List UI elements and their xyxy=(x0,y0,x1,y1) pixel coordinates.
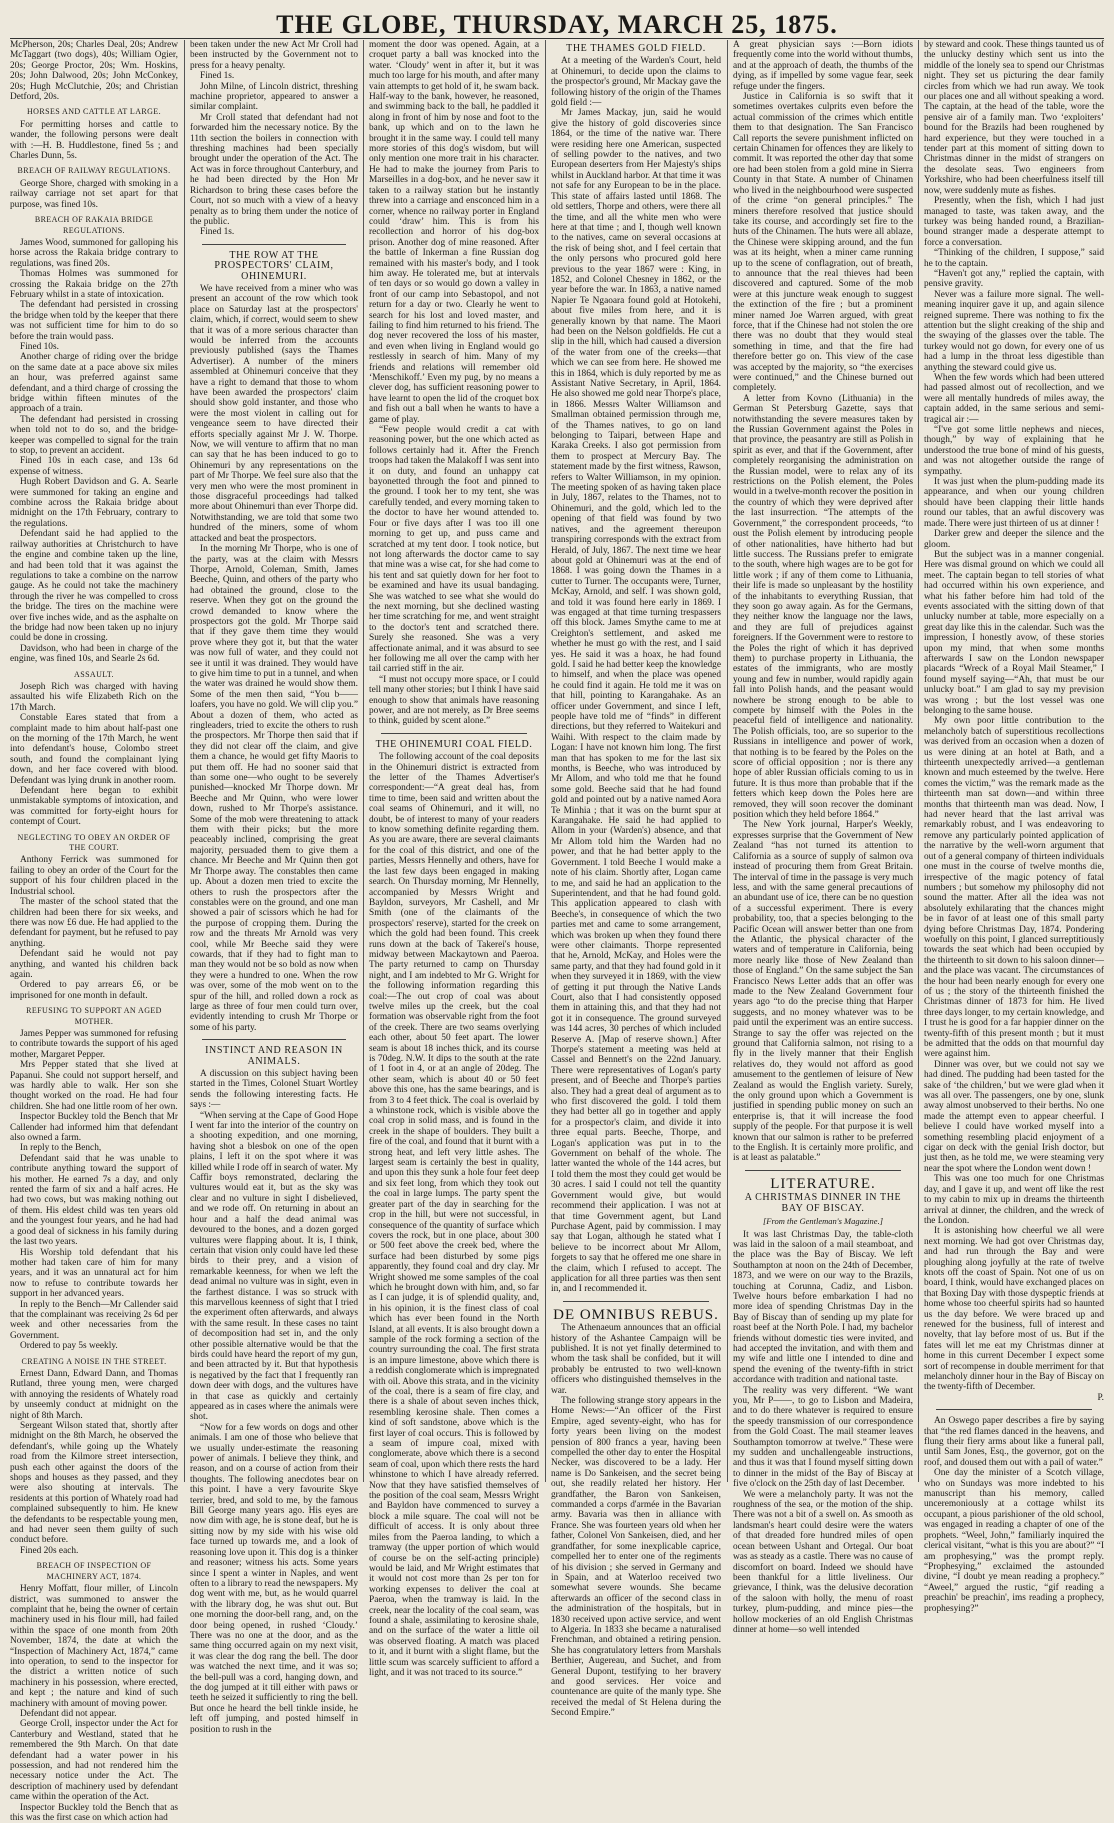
department-heading: LITERATURE. xyxy=(770,1175,876,1192)
paragraph: A great physician says :—Born idiots frequently come into the world without thumbs, and at the approach of death, the thumbs of the dying, as if impelled by some vague fear, seek refuge under the fingers. xyxy=(733,40,913,92)
paragraph: Another charge of riding over the bridge on the same date at a pace above six miles an hour, was preferred against same defendant, and a third charge of crossing the bridge within fifteen minutes of the approach of a train. xyxy=(10,352,178,415)
article-divider xyxy=(563,1301,709,1302)
paragraph: James Wood, summoned for galloping his horse across the Rakaia bridge contrary to regulations, was fined 20s. xyxy=(10,237,178,269)
paragraph: McPherson, 20s; Charles Deal, 20s; Andrew McTaggart (two dogs), 40s; William Ogier, 20s; George Proctor, 20s; Wm. Hoskins, 20s; John Dalwood, 20s; John McConkey, 20s; Hugh McClutchie, 20s; and Christian Detford, 20s. xyxy=(10,40,178,103)
paragraph: “Few people would credit a cat with reasoning power, but the one which acted as follows certainly had it. After the French troops had taken the Malakoff I was sent into it on duty, and found an unhappy cat bayonetted through the foot and pinned to the ground. I took her to my tent, she was carefully tended, and every morning taken to the doctor to have her wound attended to. Four or five days after I was too ill one morning to get up, and puss came and scratched at my tent door. I took notice, but not long afterwards the doctor came to say that mine was a wise cat, for she had come to his tent and sat quietly down for her foot to be examined and have its usual bandaging. She was watched to see what she would do the next morning, but she declined wasting her time scratching for me, and went straight to the doctor's tent and scratched there. Surely she reasoned. She was a very affectionate animal, and it was absurd to see her following me all over the camp with her tail carried stiff in the air. xyxy=(369,425,539,675)
paragraph: Mr James Mackay, jun, said he would give the history of gold discoveries since 1864, or the time of the native war. There were residing here one American, suspected of selling powder to the natives, and two European deserters from Her Majesty's ships whilst in Auckland harbor. At that time it was not safe for any European to be in the place. This state of affairs lasted until 1868. The old settlers, Thorpe and others, were there all the time, and all the white men who were here at that time ; and I, though well known to the natives, came on several occasions at the risk of being shot, and I feel certain that the only persons who procured gold here previous to the year 1867 were : King, in 1852, and Colonel Chesney in 1862, or the year before the war. In 1863, a native named Napier Te Ngaoara found gold at Hotokehi, about five miles from here, and it is generally known by that name. The Maori had been on the Nelson goldfields. He cut a slip in the hill, which had caused a diversion of the water from one of the creeks—that which we can see from here. He showed me this in 1864, which is duly reported by me as Assistant Native Secretary, in April, 1864. He also showed me gold near Thorpe's place, in 1866. Messrs Walter Williamson and Smallman obtained permission through me, of the Thames natives, to go on land belonging to Taipari, between Hape and Karaka Creeks. I also got permission from them to prospect at Mercury Bay. The statement made by the first witness, Rawson, refers to Walter Williamson, in my opinion. The meeting spoken of as having taken place in July, 1867, relates to the Thames, not to Ohinemuri, and the gold, which led to the opening of that field was found by two natives, and the agreement thereupon transpiring corresponds with the extract from Herald, of July, 1867. The next time we hear about gold at Ohinemuri was at the end of 1868. I was going down the Thames in a cutter to Turner. The occupants were, Turner, McKay, Arnold, and self. I was shown gold, and told it was found here early in 1869. I was engaged at that time turning trespassers off this block. James Smythe came to me at Creighton's settlement, and asked me whether he must go with the rest, and I said yes. He said it was a hoax, he had found gold. I said he had better keep the knowledge to himself, and when the place was opened he could find it again. He told me it was on that hill, pointing to Karangahake. As an officer under Government, and since I left, people have told me of “finds” in different directions, but they referred to Waitekuri and Waihi. With respect to the claim made by Logan: I have not known him long. The first man that has spoken to me for the last six months, is Beeche, who was introduced by Mr Allom, and who told me that he found some gold. Beeche said that he had found gold and pointed out by a native named Aora Te Minhia ; that it was on the burnt spur at Karangahake. He said he had applied to Allom in your (Warden's) absence, and that Mr Allom told him the Warden had no power, and that he had better apply to the Government. I told Beeche I would make a note of his claim. Shortly after, Logan came to me, and said he had an application to the Superintendent, and that he had found gold. This application appeared to clash with Beeche's, in consequence of which the two parties met and came to some arrangement, which was broken up when they found there were other claimants. Thorpe represented that he, Arnold, McKay, and Holes were the same party, and that they had found gold in it when they surveyed it in 1869, with the view of getting it put through the Native Lands Court, also that I had consistently opposed them in attaining this, and that they had not got it in consequence. The ground surveyed was 144 acres, 30 perches of which included Reserve A. [Map of reserve shown.] After Thorpe's statement a meeting was held at Cassel and Bennett's on the 22nd January. There were representatives of Logan's party present, and of Beeche and Thorpe's parties also. They had a great deal of argument as to who first discovered the gold. I told them they had better all go in together and apply for a prospector's claim, and divide it into three equal parts. Beeche, Thorpe, and Logan's application was put in to the Government on behalf of the whole. The latter wanted the whole of the 144 acres, but I told them the most they could get would be 30 acres. I said I could not tell the quantity Government would give, but would recommend their application. I was not at that time Government agent, but Land Purchase Agent, paid by commission. I may say that Logan, although he stated what I believe to be incorrect about Mr Allom, forgets to say that he offered me one share in the claim, which I refused to accept. The application for all three parties was then sent in, and I recommended it. xyxy=(551,108,721,1295)
paragraph: Ordered to pay 5s weekly. xyxy=(20,1341,118,1352)
article-headline: A CHRISTMAS DINNER IN THE BAY OF BISCAY. xyxy=(744,1192,902,1214)
paragraph: Inspector Buckley told the Bench that as this was the first case on which action had xyxy=(10,1802,178,1823)
paragraph: George Croll, inspector under the Act for Canterbury and Westland, stated that he remembered the 9th March. On that date defendant had a water power in his possession, and had not rendered him the necessary notice under the Act. The description of machinery used by defendant came within the operation of the Act. xyxy=(10,1719,178,1803)
paragraph: The master of the school stated that the children had been there for six weeks, and there was now £6 due. He had applied to the defendant for payment, but he refused to pay anything. xyxy=(10,897,178,949)
paragraph: moment the door was opened. Again, at a croquet party a ball was knocked into the water. ‘Cloudy’ went in after it, but it was much too large for his mouth, and after many vain attempts to get hold of it, he swam back. Half-way to the bank, however, he reasoned, and swimming back to the ball, he paddled it along in front of him by nose and foot to the bank, up which and on to the lawn he brought it in the same way. I could tell many more stories of this dog's wisdom, but will only mention one more trait in his character. He had to make the journey from Paris to Marseilles in a dog-box, and he never saw it taken to a railway station but he instantly threw into a carriage and ensconced him in a corner, whence no railway porter in England could ‘draw’ him. This is from his recollection and horror of his dog-box prison. Another dog of mine reasoned. After the battle of Inkerman a fine Russian dog remained with his master's body, and I took him away. He tolerated me, but at intervals of ten days or so would go down a valley in front of our camp into Sebastopol, and not return for a day or two. Clearly he went to search for his lost and loved master, and failing to find him returned to his friend. The dog never recovered the loss of his master, and even when living in England would go restlessly in search of him. Many of my friends and relations will remember old ‘Menschikoff.’ Even my pug, by no means a clever dog, has sufficient reasoning power to have learnt to open the lid of the croquet box and fish out a ball when he wants to have a game of play. xyxy=(369,40,539,425)
section-heading: BREACH OF INSPECTION OF MACHINERY ACT, 1874. xyxy=(36,1561,152,1581)
column-2 xyxy=(190,40,358,1735)
paragraph: Fined 20s each. xyxy=(20,1545,79,1556)
paragraph: “Now for a few words on dogs and other animals. I am one of those who believe that we usually under-estimate the reasoning power of animals. I believe they think, and reason, and on a course of action from their thoughts. The following anecdotes bear on this point. I have a very favourite Skye terrier, bred, and sold to me, by the famous Bill George many years ago. His eyes are now dim with age, he is stone deaf, but he is sitting now by my side with his wise old face turned up towards me, and a look of reasoning love upon it. This dog is a thinker and reasoner; witness his acts. Some years since I spent a winter in Naples, and went often to a library to read the newspapers. My dog went with me, but, as he would quarrel with the library dog, he was shut out. But one morning the door-bell rang, and, on the door being opened, in rushed ‘Cloudy.’ There was no one at the door, and as the same thing occurred again on my next visit, it was clear the dog rang the bell. The door was watched the next time, and it was so; the bell-pull was a cord, hanging down, and the dog jumped at it till either with paws or teeth he seized it sufficiently to ring the bell. But once he heard the bell tinkle inside, he left off jumping, and posted himself in position to rush in the xyxy=(190,1422,358,1735)
section-heading: BREACH OF RAKAIA BRIDGE REGULATIONS. xyxy=(34,215,154,235)
paragraph: This was one too much for one Christmas day, and I gave it up, and went off like the rest to my cabin to mix up in dreams the thirteenth arrival at dinner, the children, and the wreck of the London. xyxy=(924,1174,1104,1226)
paragraph: Darker grew and deeper the silence and the gloom. xyxy=(924,529,1104,550)
paragraph: One day the minister of a Scotch village, who on Sundays was more indebted to his manuscript than his memory, called unceremoniously at a cottage whilst its occupant, a pious parishioner of the old school, was engaged in reading a chapter of one of the prophets. “Weel, John,” familiarly inquired the clerical visitant, “what is this you are about?” “I am prophesying,” was the prompt reply. “Prophesying,” exclaimed the astounded divine, “I doubt ye mean reading a prophecy.” “Aweel,” argued the rustic, “gif reading a preachin' be preachin', ims reading a prophecy, prophesying?” xyxy=(924,1468,1104,1614)
article-divider xyxy=(745,1170,901,1171)
paragraph: Joseph Rich was charged with having assaulted his wife Elizabeth Rich on the 17th March. xyxy=(10,681,178,713)
paragraph: In reply to the Bench—Mr Callender said that the complainant was receiving 2s 6d per week and other necessaries from the Government. xyxy=(10,1299,178,1341)
article-divider xyxy=(202,244,346,245)
paragraph: Anthony Ferrick was summoned for failing to obey an order of the Court for the support of his four children placed in the Industrial school. xyxy=(10,855,178,897)
paragraph: “I've got some little nephews and nieces, though,” by way of explaining that he understood the true bone of mind of his guests, and was not altogether outside the range of sympathy. xyxy=(924,425,1104,477)
column-5 xyxy=(733,40,913,1635)
article-headline: INSTINCT AND REASON IN ANIMALS. xyxy=(205,1045,343,1067)
paragraph: The defendant had persisted in crossing when told not to do so, and the bridge-keeper was compelled to signal for the train to stop, to prevent an accident. xyxy=(10,414,178,457)
article-headline: THE THAMES GOLD FIELD. xyxy=(566,43,706,54)
paragraph: But the subject was in a manner congenial. Here was dismal ground on which we could all meet. The captain began to tell stories of what had occurred within his own experience, and what his father before him had told of the events associated with the sitting down of that unlucky number at table, more especially on a great day like this in the calendar. Such was the impression, I honestly avow, of these stories upon my mind, that when some months afterwards I saw on the London newspaper placards “Wreck of a Royal Mail Steamer,” I found myself saying—“Ah, that must be our unlucky boat.” I am glad to say my prevision was wrong ; but the lost vessel was one belonging to the same house. xyxy=(924,549,1104,716)
paragraph: At a meeting of the Warden's Court, held at Ohinemuri, to decide upon the claims to the prospector's ground, Mr Mackay gave the following history of the origin of the Thames gold field :— xyxy=(551,56,721,109)
paragraph: The reality was very different. “We want you, Mr P——, to go to Lisbon and Madeira, and to do there whatever is required to ensure the speedy transmission of our correspondence from the Gold Coast. The mail steamer leaves Southampton tomorrow at twelve.” These were my sudden and unchallengeable instructions, and thus it was that I found myself sitting down to dinner in the midst of the Bay of Biscay at five o'clock on the 25th day of last December. xyxy=(733,1385,913,1490)
paragraph: The defendant had persisted in crossing the bridge when told by the keeper that there was not sufficient time for him to do so before the train would pass. xyxy=(10,300,178,342)
paragraph: Mr Croll stated that defendant had not forwarded him the necessary notice. By the 11th section the boilers in connection with threshing machines had been specially brought under the operation of the Act. The Act was in force throughout Canterbury, and he had been directed by the Hon Mr Richardson to bring these cases before the Court, not so much with a view of a heavy penalty as to bring them under the notice of the public. xyxy=(190,112,358,227)
paragraph: Defendant said that he was unable to contribute anything toward the support of his mother. He earned 7s a day, and only rented the farm of six and a half acres. He had two cows, but was making nothing out of them. His eldest child was ten years old and the youngest four years, and he had had a good deal of sickness in his family during the last two years. xyxy=(10,1153,178,1248)
paragraph: Ordered to pay arrears £6, or be imprisoned for one month in default. xyxy=(10,980,178,1001)
paragraph: His Worship told defendant that his mother had taken care of him for many years, and it was an unnatural act for him now to refuse to contribute towards her support in her advanced years. xyxy=(10,1247,178,1300)
paragraph: Defendant here began to exhibit unmistakable symptoms of intoxication, and was committed for forty-eight hours for contempt of Court. xyxy=(10,786,178,828)
paragraph: Mrs Pepper stated that she lived at Papanui. She could not support herself, and was hardly able to walk. Her son she thought worked on the road. He had four children. She had one little room of her own. xyxy=(10,1060,178,1112)
paragraph: Sergeant Wilson stated that, shortly after midnight on the 8th March, he observed the defendant's, while going up the Whately road from the Kilmore street intersection, push each other against the doors of the shops and houses as they passed, and they were also shouting at intervals. The residents at this portion of Whately road had complained subsequently to him. He knew the defendants to be respectable young men, and had never seen them guilty of such conduct before. xyxy=(10,1421,178,1546)
paragraph: Defendant did not appear. xyxy=(20,1708,117,1719)
paragraph: Defendant said he would not pay anything, and wanted his children back again. xyxy=(10,949,178,980)
section-heading: BREACH OF RAILWAY REGULATIONS. xyxy=(17,166,171,176)
column-1 xyxy=(10,40,178,1823)
column-divider xyxy=(363,40,364,1482)
paragraph: Thomas Holmes was summoned for crossing the Rakaia bridge on the 27th February whilst in a state of intoxication. xyxy=(10,269,178,300)
paragraph: been taken under the new Act Mr Croll had been instructed by the Government not to press for a heavy penalty. xyxy=(190,40,358,71)
paragraph: Constable Eares stated that from a complaint made to him about half-past one on the morning of the 17th March, he went into defendant's house, Colombo street south, and found the complainant lying down, and her face covered with blood. Defendant was lying drunk in another room. xyxy=(10,713,178,786)
article-headline: THE ROW AT THE PROSPECTORS' CLAIM, OHINEMURI. xyxy=(214,249,334,282)
paragraph: Never was a failure more signal. The well-meaning inquirer gave it up, and again silence reigned supreme. There was nothing to fix the attention but the slight creaking of the ship and the swaying of the glasses over the table. The turkey would not go down, for every one of us had a lump in the throat less digestible than anything the steward could give us. xyxy=(924,289,1104,373)
column-divider xyxy=(545,40,546,1482)
masthead-rule xyxy=(10,38,1104,39)
paragraph: The following strange story appears in the Home News:—“An officer of the First Empire, aged seventy-eight, who has for forty years been living on the modest pension of 800 francs a year, having been compelled the other day to enter the Hospital Necker, was discovered to be a lady. Her name is Do Sankeisen, and the secret being out, she readily related her history. Her grandfather, the Baron von Sankeisen, commanded a corps d'armée in the Bavarian army. Bavaria was then in alliance with France. She was fourteen years old when her father, Colonel Von Sankeisen, died, and her grandfather, for some inexplicable caprice, compelled her to enter one of the regiments of his division ; she served in Germany and in Spain, and at Waterloo received two somewhat severe wounds. She became afterwards an officer of the second class in the administration of the hospitals, but in 1830 received upon active service, and went to Algeria. In 1833 she became a naturalised Frenchman, and obtained a retiring pension. She has congratulatory letters from Marshals Berthier, Augereau, and Suchet, and from General Dupont, testifying to her bravery and good services. Her voice and countenance are quite of the manly type. She received the medal of St Helena during the Second Empire.” xyxy=(551,1396,721,1719)
paragraph: A discussion on this subject having been started in the Times, Colonel Stuart Wortley sends the following interesting facts. He says :— xyxy=(190,1069,358,1111)
paragraph: Dinner was over, but we could not say we had dined. The pudding had been tasted for the sake of ‘the children,’ but we were glad when it was all over. The passengers, one by one, slunk away almost unobserved to their berths. No one made the attempt even to appear cheerful. I believe I could have worked myself into a something resembling placid enjoyment of a cigar on deck with the genial Irish doctor, but just then, as he told me, we were steaming very near the spot where the London went down ! xyxy=(924,1059,1104,1174)
column-divider xyxy=(918,40,919,1482)
paragraph: For permitting horses and cattle to wander, the following persons were dealt with :—H. B. Huddlestone, fined 5s ; and Charles Dunn, 5s. xyxy=(10,119,178,162)
paragraph: “Thinking of the children, I suppose,” said he to the captain. xyxy=(924,248,1104,269)
paragraph: James Pepper was summoned for refusing to contribute towards the support of his aged mother, Margaret Pepper. xyxy=(10,1028,178,1060)
column-6 xyxy=(924,40,1104,1614)
paragraph: The New York journal, Harper's Weekly, expresses surprise that the Government of New Zealand “has not turned its attention to California as a source of supply of salmon ova instead of procuring them from Great Britain. The interval of time in the passage is very much less, and with the same general precautions of an abundant use of ice, there can be no question of a successful experiment. There is every probability, too, that a species belonging to the Pacific Ocean will answer better than one from the Atlantic, the physical character of the waters and of temperature in California, being more nearly like those of New Zealand than those of England.” On the same subject the San Francisco News Letter adds that an offer was made to the New Zealand Government four years ago “to do the precise thing that Harper suggests, and no money whatever was to be paid until the experiment was an entire success. Strange to say the offer was rejected on the ground that California salmon, not rising to a fly in the lively manner that their English relatives do, they would not afford as good amusement to the gentlemen of leisure of New Zealand as would the English variety. Surely, the only ground upon which a Government is justified in spending public money on such an enterprise is, that it will increase the food supply of the people. For that purpose it is well known that our salmon is rather to be preferred to the English. It is certainly more prolific, and is at least as palatable.” xyxy=(733,820,913,1164)
masthead: THE GLOBE, THURSDAY, MARCH 25, 1875. xyxy=(276,10,838,39)
author-initial: P. xyxy=(1097,1392,1104,1403)
paragraph: Defendant said he had applied to the railway authorities at Christchurch to have the engine and combine taken up the line, and had been told that it was against the regulations to take a combine on the narrow gauge. As he could not take the machinery through the river he was compelled to cross the bridge. The tires on the machine were over five inches wide, and as the asphalte on the bridge had now been taken up no injury could be done in crossing. xyxy=(10,529,178,644)
paragraph: by steward and cook. These things taunted us of the unlucky destiny which sent us into the middle of the lonely sea to spend our Christmas night. They set us picturing the dear family circles from which we had run away. We took our places one and all without speaking a word. The captain, at the head of the table, wore the pensive air of a family man. Two ‘exploiters’ bound for the Brazils had been roughened by hard experience, but they were touched in a tender part at this moment of sitting down to Christmas dinner in the midst of strangers on the desolate seas. Two engineers from Yorkshire, who had been cheerfulness itself till now, were suddenly mute as fishes. xyxy=(924,40,1104,196)
section-heading: ASSAULT. xyxy=(74,669,114,679)
section-heading: REFUSING TO SUPPORT AN AGED MOTHER. xyxy=(26,1006,162,1026)
paragraph: “When serving at the Cape of Good Hope I went far into the interior of the country on a shooting expedition, and one morning, having shot a blesbok on one of the open plains, I left it on the spot where it was killed while I rode off in search of water. My Caffir boys remonstrated, declaring the vultures would eat it, but as the sky was clear and no vulture in sight I disbelieved, and we rode off. On returning in about an hour and a half the dead animal was devoured to the bones, and a dozen gorged vultures were flapping about. It is, I think, certain that vision only could have led these birds to their prey, and a vision of remarkable keenness, for when we left the dead animal no vulture was in sight, even in the farthest distance. I was so struck with this marvellous keenness of sight that I tried the experiment often afterwards, and always with the same result. In these cases no taint of decomposition had set in, and the only other possible alternative would be that the birds could have heard the report of my gun, and been attracted by it. But that hypothesis is negatived by the fact that I frequently ran down deer with dogs, and the vultures have in that case as quickly and certainly appeared as in cases where the animals were shot. xyxy=(190,1110,358,1423)
paragraph: Davidson, who had been in charge of the engine, was fined 10s, and Searle 2s 6d. xyxy=(10,643,178,665)
paragraph: The following account of the coal deposits in the Ohinemuri district is extracted from the letter of the Thames Advertiser's correspondent:—“A great deal has, from time to time, been said and written about the coal seams of Ohinemuri, and it will, no doubt, be of interest to many of your readers to know something definite regarding them. As you are aware, there are several claimants for the coal of this district, and one of the parties, Messrs Hennelly and others, have for the last few days been engaged in making search. On Thursday morning, Mr Hennelly, accompanied by Messrs Wright and Bayldon, surveyors, Mr Cashell, and Mr Smith (one of the claimants of the prospectors' reserve), started for the creek on which the gold had been found. This creek runs down at the back of Takerei's house, midway between Mackaytown and Paeroa. The party returned to camp on Thursday night, and I am indebted to Mr G. Wright for the following information regarding this coal:—The out crop of coal was about twelve miles up the creek, but the coal formation was observable right from the foot of the creek. There are two seams overlying each other, about 50 feet apart. The lower seam is about 18 inches thick, and its course is 70deg. N.W. It dips to the south at the rate of 1 foot in 4, or at an angle of 20deg. The other seam, which is about 40 or 50 feet above this one, has the same bearings, and is from 3 to 4 feet thick. The coal is overlaid by a whinstone rock, which is visible above the coal crop in solid mass, and is found in the creek in the shape of boulders. They built a fire of the coal, and found that it burnt with a strong heat, and left very little ashes. The largest seam is certainly the best in quality, and upon this they sunk a hole four feet deep and six feet long, from which they took out the coal in large lumps. The party spent the greater part of the day in searching for the crop in the hill, but were not successful, in consequence of the quantity of surface which covers the rock, but in one place, about 300 or 500 feet above the creek bed, where the surface had been disturbed by some pigs apparently, they found coal and dry clay. Mr Wright showed me some samples of the coal which he brought down with him, and, so far as I can judge, it is of splendid quality, and, in his opinion, it is the finest class of coal which has ever been found in the North Island, at all events. It is also brought down a sample of the rock forming a section of the country surrounding the coal. The first strata is an impure limestone, above which there is a reddish conglomerate which is impregnated with oil. Above this strata, and in the vicinity of the coal, there is a seam of fire clay, and there is a shale of about seven inches thick, resembling kerosine shale. Then comes a kind of soft sandstone, above which is the first layer of coal occurs. This is followed by a seam of impure coal, mixed with conglomerate, above which there is a second seam of coal, upon which there rests the hard whinstone to which I have already referred. Now that they have satisfied themselves of the position of the coal seam, Messrs Wright and Bayldon have commenced to survey a block a mile square. The coal will not be difficult of access. It is only about three miles from the Paeroa landing, to which a tramway (the upper portion of which would of course be on the self-acting principle) would be laid, and Mr Wright estimates that it would not cost more than 2s per ton for working expenses to deliver the coal at Paeroa, when the tramway is laid. In the creek, near the locality of the coal seam, was found a shale, assimilating to kerosine shale, and on the surface of the water a little oil was observed floating. A match was placed to it, and it burnt with a slight flame, but the little scum was scarcely sufficient to afford a light, and it was not traced to its source.” xyxy=(369,752,539,1678)
paragraph: Fined 1s. xyxy=(200,227,235,238)
article-source: [From the Gentleman's Magazine.] xyxy=(762,1216,884,1227)
section-heading: HORSES AND CATTLE AT LARGE. xyxy=(27,107,161,117)
paragraph: When the few words which had been uttered had passed almost out of recollection, and we were all mentally hundreds of miles away, the captain added, in the same serious and semi-tragical air :— xyxy=(924,373,1104,425)
article-divider xyxy=(936,1409,1092,1410)
article-divider xyxy=(381,733,527,734)
column-divider xyxy=(727,40,728,1482)
paragraph: Inspector Buckley told the Bench that Mr Callender had informed him that defendant also owned a farm. xyxy=(10,1112,178,1144)
paragraph: An Oswego paper describes a fire by saying that “the red flames danced in the heavens, and flung their fiery arms about like a funeral pall, until Sam Jones, Esq., the governor, got on the roof, and doused them out with a pail of water.” xyxy=(924,1416,1104,1468)
section-heading: NEGLECTING TO OBEY AN ORDER OF THE COURT. xyxy=(17,832,171,853)
paragraph: “Haven't got any,” replied the captain, with pensive gravity. xyxy=(924,268,1104,290)
column-4 xyxy=(551,40,721,1719)
paragraph: A letter from Kovno (Lithuania) in the German St Petersburg Gazette, says that notwithstanding the severe measures taken by the Russian Government against the Poles in that province, the peasantry are still as Polish in spirit as ever, and that if the Government, after completely reorganising the administration on the Russian model, were to relax any of its restrictions on the Polish element, the Poles would in a twelve-month recover the position in the country of which they were deprived after the last insurrection. “The attempts of the Government,” the correspondent proceeds, “to oust the Polish element by introducing people of other nationalities, have hitherto had but little success. The Russians prefer to emigrate to the south, where high wages are to be got for little work ; if any of them come to Lithuania, their life is made so unpleasant by the hostility of the inhabitants to everything Russian, that they soon go away again. As for the Germans, they neither know the language nor the laws, and they are full of prejudices against foreigners. If the Government were to restore to the Poles the right of which it has deprived them) to purchase property in Lithuania, the estates of the immigrants, who are mostly young and few in number, would rapidly again fall into Polish hands, and the peasant would nowhere be strong enough to be able to compete by himself with the Poles in the peaceful field of intelligence and nationality. The Polish officials, too, are so superior to the Russians in intelligence and power of work, that nothing is to be feared by the Poles on the score of official opposition ; nor is there any hope of abler Russian officials coming to us in future. It is thus more than probable that if the fetters which keep down the Poles here are removed, they will soon recover the dominant position which they held before 1864.” xyxy=(733,393,913,821)
article-headline: THE OHINEMURI COAL FIELD. xyxy=(375,738,533,750)
paragraph: Fined 10s in each case, and 13s 6d expense of witness. xyxy=(10,456,178,477)
article-divider xyxy=(202,1039,346,1040)
paragraph: We have received from a miner who was present an account of the row which took place on Saturday last at the prospectors' claim, which, if correct, would seem to shew that it was of a more serious character than would be inferred from the accounts previously published (says the Thames Advertiser). A number of the miners assembled at Ohinemuri conceive that they have a right to demand that those to whom have been awarded the prospectors' claim should show gold instanter, and those who were the most violent in calling out for vengeance seem to have directed their efforts specially against Mr J. W. Thorpe. Now, we will venture to affirm that no man can say that he has been induced to go to Ohinemuri by any representations on the part of Mr Thorpe. We feel sure also that the very men who were the most prominent in those disgraceful proceedings had talked more about Ohinemuri than ever Thorpe did. Notwithstanding, we are told that some two hundred of the miners, some of whom attacked and beat the prospectors. xyxy=(190,283,358,544)
paragraph: It was just when the plum-pudding made its appearance, and when our young children should have been clapping their little hands round our tables, that an awful discovery was made. There were just thirteen of us at dinner ! xyxy=(924,477,1104,529)
paragraph: Ernest Dann, Edward Dann, and Thomas Rutland, three young men, were charged with annoying the residents of Whately road by unseemly conduct at midnight on the night of 8th March. xyxy=(10,1368,178,1421)
paragraph: “I must not occupy more space, or I could tell many other stories; but I think I have said enough to show that animals have reasoning power, and are not merely, as Dr Bree seems to think, guided by scent alone.” xyxy=(369,674,539,727)
paragraph: John Milne, of Lincoln district, threshing machine proprietor, appeared to answer a similar complaint. xyxy=(190,81,358,113)
paragraph: Henry Moffatt, flour miller, of Lincoln district, was summoned to answer the complaint that he, being the owner of certain machinery used in his flour mill, had failed within the space of one month from 20th November, 1874, the date at which the “Inspection of Machinery Act, 1874,” came into operation, to send to the inspector for the district a written notice of such machinery in his possession, where erected, and kept ; the nature and kind of such machinery with amount of moving power. xyxy=(10,1584,178,1709)
section-heading: CREATING A NOISE IN THE STREET. xyxy=(21,1356,167,1366)
paragraph: It is astonishing how cheerful we all were next morning. We had got over Christmas day, and had run through the Bay and were ploughing along joyfully at the rate of twelve knots off the coast of Spain. Not one of us on board, I think, would have exchanged places on that Boxing Day with those dyspeptic friends at home whose too cheerful spirits had so haunted us the day before. We were braced up and renewed for the business, full of interest and novelty, that lay before most of us. But if the fates will let me eat my Christmas dinner at home in this current December I expect some sort of recompense in double merriment for that melancholy dinner hour in the Bay of Biscay on the twenty-fifth of December. xyxy=(924,1226,1104,1393)
paragraph: My own poor little contribution to the melancholy batch of superstitious recollections was derived from an occasion when a dozen of us were dining at an hotel at Bath, and a thirteenth unexpectedly arrived—a gentleman known and much esteemed by the twelve. Here comes the victim,” was the remark made as the thirteenth man sat down—and within three months that thirteenth man was dead. Now, I had never heard that the last arrival was remarkably robust, and I was endeavoring to remove any particularly pointed application of the narrative by the well-worn argument that out of a general company of thirteen individuals one must in the course of twelve months die, irrespective of the magic potency of fatal numbers ; but somehow my philosophy did not sound the matter. After all the idea was not absolutely exhilarating that the chances might be in favor of at least one of this small party dying before Christmas Day, 1874. Pondering woefully on this point, I glanced surreptitiously towards the seat which had been occupied by the thirteenth to sit down to his saloon dinner—and the place was vacant. The circumstances of the hour had been nearly enough for every one of us ; the story of the thirteenth finished the Christmas dinner of 1873 for him. He lived three days longer, to my certain knowledge, and I trust he is good for a far happier dinner on the twenty-fifth of this present month ; but it must be admitted that the odds on that mournful day were against him. xyxy=(924,716,1104,1060)
column-divider xyxy=(184,40,185,1482)
paragraph: George Shore, charged with smoking in a railway carriage not set apart for that purpose, was fined 10s. xyxy=(10,178,178,210)
paragraph: Presently, when the fish, which I had just managed to taste, was taken away, and the turkey was being handed round, a Brazilian-bound stranger made a desperate attempt to force a conversation. xyxy=(924,196,1104,248)
paragraph: The Athenaeum announces that an official history of the Ashantee Campaign will be published. It is not yet finally determined to whom the task shall be confided, but it will probably be entrusted to two well-known officers who distinguished themselves in the war. xyxy=(551,1323,721,1396)
paragraph: It was last Christmas Day, the table-cloth was laid in the saloon of a mail steamboat, and the place was the Bay of Biscay. We left Southampton at noon on the 24th of December, 1873, and we were on our way to the Brazils, touching at Corunna, Cadiz, and Lisbon. Twelve hours before embarkation I had no more idea of spending Christmas Day in the Bay of Biscay than of sending up my plate for roast beef at the North Pole. I had, my bachelor friends without domestic ties were invited, and had accepted the invitation, and with them and my wife and little one I intended to dine and spend the evening of the twenty-fifth in strict accordance with tradition and national taste. xyxy=(733,1229,913,1386)
paragraph: In reply to the Bench, xyxy=(20,1143,102,1154)
paragraph: Fined 10s. xyxy=(20,341,59,352)
paragraph: Justice in California is so swift that it sometimes overtakes culprits even before the actual commission of the crimes which entitle them to that designation. The San Francisco Call reports the severe punishment inflicted on certain Chinamen for offences they are likely to commit. It was reported the other day that some ore had been stolen from a gold mine in Sierra County in that State. A number of Chinamen who lived in the neighbourhood were suspected of the crime “on general principles.” The miners therefore resolved that justice should take its course, and accordingly set fire to the huts of the Chinamen. The huts were all ablaze, the Chinese were skipping around, and the fun was at its height, when a miner came running up to the scene of conflagration, out of breath, to announce that the real thieves had been discovered and captured. Some of the mob were at this juncture weak enough to suggest the extinction of the fire ; but a prominent miner named Joe Warren argued, with great force, that if the Chinese had not stolen the ore there was no doubt that they would steal something in time, and that the fire had therefore better go on. This view of the case was accepted by the majority, so “the exercises were continued,” and the Chinese burned out completely. xyxy=(733,92,913,394)
paragraph: We were a melancholy party. It was not the roughness of the sea, or the motion of the ship. There was not a bit of a swell on. As smooth as landsman's heart could desire were the waters of that dreaded fore hundred miles of open ocean between Ushant and Ortegal. Our boat was as steady as a castle. There was no cause of discomfort on board. Indeed we should have been thankful for a little liveliness. Our grievance, I think, was the delusive decoration of the saloon with holly, the menu of roast turkey, plum-pudding, and mince pies—the hollow mockeries of an old English Christmas dinner at home—so well intended xyxy=(733,1489,913,1635)
paragraph: Fined 1s. xyxy=(200,71,235,82)
department-heading: DE OMNIBUS REBUS. xyxy=(553,1306,719,1323)
column-3 xyxy=(369,40,539,1678)
paragraph: Hugh Robert Davidson and G. A. Searle were summoned for taking an engine and combine across the Rakaia bridge about midnight on the 17th February, contrary to the regulations. xyxy=(10,477,178,529)
paragraph: In the morning Mr Thorpe, who is one of the party, was at the claim with Messrs Thorpe, Arnold, Coleman, Smith, James Beeche, Quinn, and others of the party who had obtained the ground, close to the reserve. When they got on the ground the crowd demanded to know where the prospectors got the gold. Mr Thorpe said that if they gave them time they would prove where they got it, but that the water was now full of water, and they could not see it until it was drained. They would have to give him time to put in a tunnel, and when the water was drained he would show them. Some of the men then said, “You b—— loafers, you have no gold. We will clip you.” About a dozen of them, who acted as ringleaders, tried to excite the others to rush the prospectors. Mr Thorpe then said that if they did not clear off the claim, and give them a chance, he would get fifty Maoris to put them off. He had no sooner said that than some one—who ought to be severely punished—knocked Mr Thorpe down. Mr Beeche and Mr Quinn, who were lower down, rushed to Mr Thorpe's assistance. Some of the mob were threatening to attack them with their picks; but the more peaceably inclined, comprising the great majority, persuaded them to give them a chance. Mr Beeche and Mr Quinn then got Mr Thorpe away. The constables then came up. About a dozen men tried to excite the others to rush the prospectors after the constables were on the ground, and one man showed a pair of scissors which he had for the purpose of cropping them. During the row and the threats Mr Arnold was very cool, while Mr Beeche said they were cowards, that if they had to fight man to man they would not be so bold as now when they were a hundred to one. When the row was over, some of the mob went on to the spur of the hill, and rolled down a rock as large as three of four men could turn over, evidently intending to crush Mr Thorpe or some of his party. xyxy=(190,544,358,1033)
